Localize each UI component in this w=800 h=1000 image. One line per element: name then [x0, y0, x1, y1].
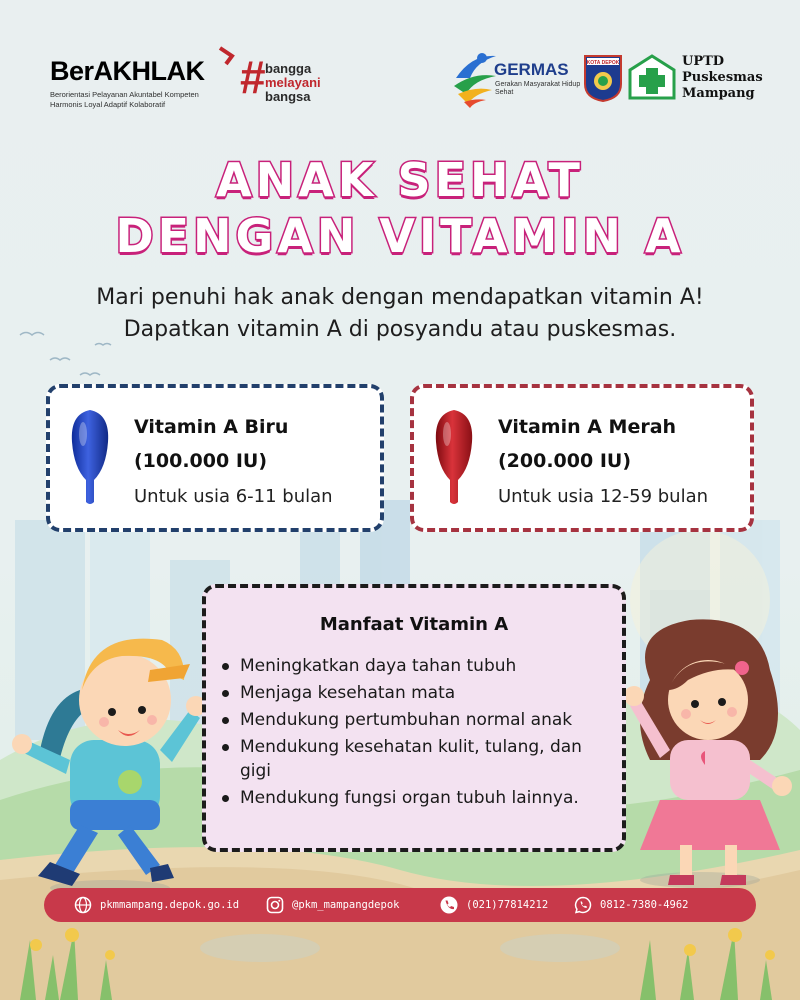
org-line-2: Puskesmas [682, 70, 763, 85]
instagram-text: @pkm_mampangdepok [292, 899, 400, 911]
benefits-box [202, 584, 626, 852]
website-contact[interactable] [74, 888, 239, 922]
puskesmas-logo-icon [628, 54, 676, 102]
vitamin-blue-age: Untuk usia 6-11 bulan [134, 486, 333, 507]
berakhlak-wordmark: BerAKHLAK [50, 56, 205, 86]
subtitle [0, 282, 800, 346]
title-line-2: DENGAN VITAMIN A [115, 209, 685, 263]
instagram-contact[interactable] [266, 888, 399, 922]
germas-icon [450, 48, 500, 108]
instagram-icon [266, 896, 284, 914]
title-line-1: ANAK SEHAT [216, 153, 584, 207]
org-line-3: Mampang [682, 86, 755, 101]
puskesmas-name [682, 54, 792, 102]
vitamin-blue-name: Vitamin A Biru [134, 416, 289, 438]
org-line-1: UPTD [682, 54, 725, 69]
hashtag-word-1: bangga [265, 61, 312, 76]
vitamin-red-dose: (200.000 IU) [498, 450, 632, 472]
phone-contact[interactable] [440, 888, 548, 922]
page-title [0, 152, 800, 264]
whatsapp-contact[interactable] [574, 888, 689, 922]
vitamin-card-blue [46, 384, 384, 532]
vitamin-card-red [410, 384, 754, 532]
red-capsule-icon [434, 408, 474, 508]
chevron-icon [216, 46, 236, 66]
partner-logos [450, 48, 770, 118]
berakhlak-tagline [50, 90, 250, 110]
benefit-item: Mendukung fungsi organ tubuh lainnya. [218, 786, 614, 810]
benefit-item: Meningkatkan daya tahan tubuh [218, 654, 614, 678]
whatsapp-icon [574, 896, 592, 914]
bangga-melayani-bangsa [265, 62, 365, 104]
germas-wordmark: GERMAS [494, 60, 569, 79]
benefit-item: Menjaga kesehatan mata [218, 681, 614, 705]
hashtag-word-3: bangsa [265, 89, 311, 104]
benefit-item: Mendukung kesehatan kulit, tulang, dan gigi [218, 735, 614, 783]
benefits-list [218, 654, 614, 813]
tagline-line-2: Harmonis Loyal Adaptif Kolaboratif [50, 100, 166, 109]
berakhlak-logo [50, 46, 370, 116]
globe-icon [74, 896, 92, 914]
hashtag-word-2: melayani [265, 75, 321, 90]
subtitle-line-1: Mari penuhi hak anak dengan mendapatkan vitamin A! [96, 285, 704, 310]
benefits-title: Manfaat Vitamin A [319, 614, 509, 635]
vitamin-red-age: Untuk usia 12-59 bulan [498, 486, 709, 507]
hashtag-symbol: # [240, 51, 266, 103]
website-text: pkmmampang.depok.go.id [100, 899, 240, 911]
depok-seal-icon [583, 54, 623, 102]
germas-subtitle: Gerakan Masyarakat Hidup Sehat [495, 81, 581, 96]
contact-footer [44, 888, 756, 922]
vitamin-red-name: Vitamin A Merah [498, 416, 677, 438]
subtitle-line-2: Dapatkan vitamin A di posyandu atau puskesmas. [123, 317, 677, 342]
benefit-item: Mendukung pertumbuhan normal anak [218, 708, 614, 732]
vitamin-blue-dose: (100.000 IU) [134, 450, 268, 472]
phone-text: (021)77814212 [466, 899, 549, 911]
seal-label: KOTA DEPOK [586, 60, 620, 66]
phone-icon [440, 896, 458, 914]
tagline-line-1: Berorientasi Pelayanan Akuntabel Kompeten [50, 90, 199, 99]
blue-capsule-icon [70, 408, 110, 508]
whatsapp-text: 0812-7380-4962 [600, 899, 689, 911]
